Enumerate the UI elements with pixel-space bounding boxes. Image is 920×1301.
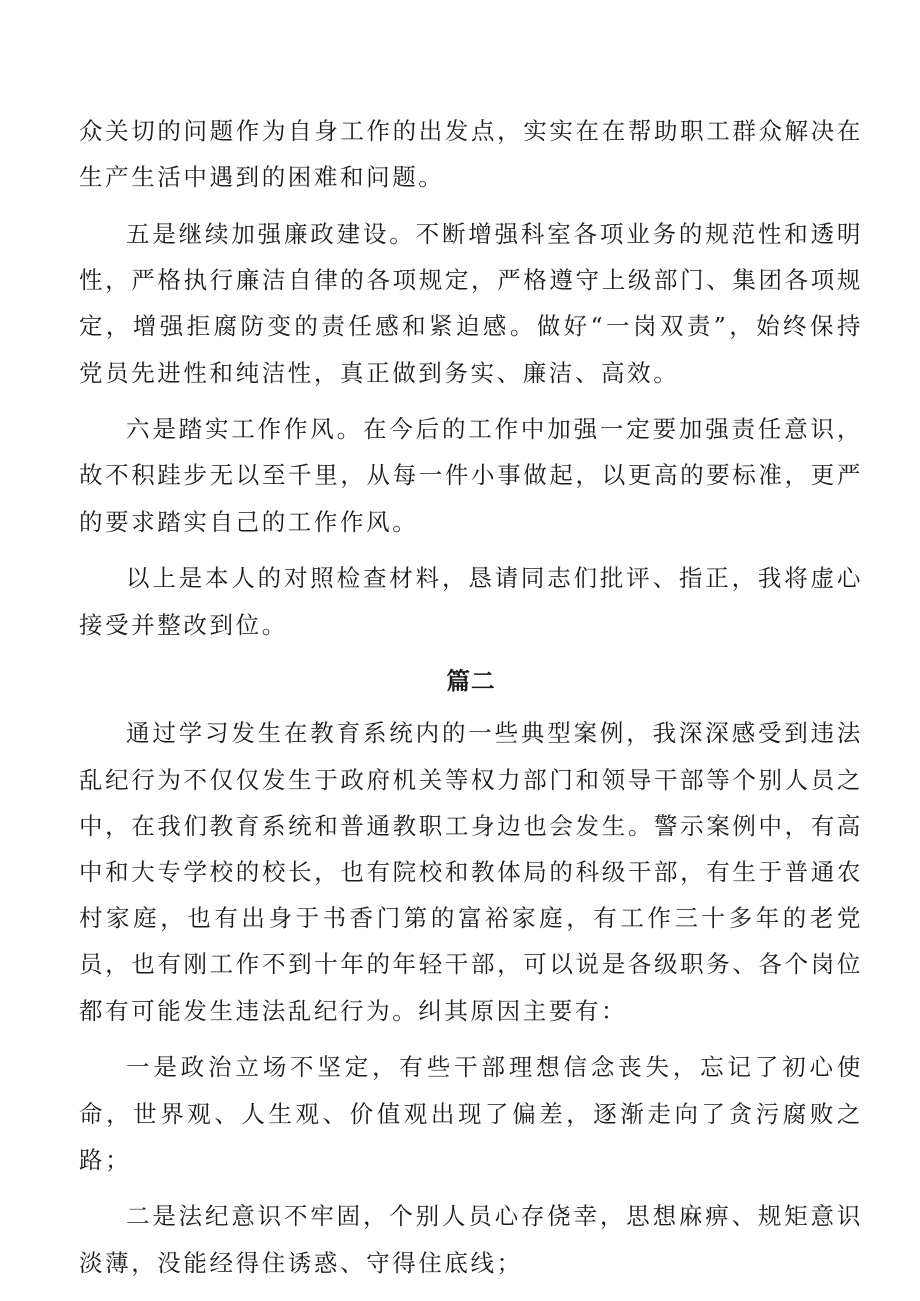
- paragraph-reason-one: 一是政治立场不坚定，有些干部理想信念丧失，忘记了初心使命，世界观、人生观、价值观出现了偏差，逐渐走向了贪污腐败之路；: [79, 1053, 863, 1174]
- section-title: 篇二: [446, 667, 496, 696]
- paragraph-item-five: 五是继续加强廉政建设。不断增强科室各项业务的规范性和透明性，严格执行廉洁自律的各项规定，严格遵守上级部门、集团各项规定，增强拒腐防变的责任感和紧迫感。做好“一岗双责”，始终保持党员先进性和纯洁性，真正做到务实、廉洁、高效。: [79, 219, 863, 387]
- paragraph-conclusion: 以上是本人的对照检查材料，恳请同志们批评、指正，我将虚心接受并整改到位。: [79, 564, 863, 639]
- paragraph-continuation: 众关切的问题作为自身工作的出发点，实实在在帮助职工群众解决在生产生活中遇到的困难和问题。: [79, 117, 863, 192]
- paragraph-item-six: 六是踏实工作作风。在今后的工作中加强一定要加强责任意识，故不积跬步无以至千里，从每一件小事做起，以更高的要标准，更严的要求踏实自己的工作作风。: [79, 415, 863, 536]
- paragraph-intro: 通过学习发生在教育系统内的一些典型案例，我深深感受到违法乱纪行为不仅仅发生于政府机关等权力部门和领导干部等个别人员之中，在我们教育系统和普通教职工身边也会发生。警示案例中，有高中和大专学校的校长，也有院校和教体局的科级干部，有生于普通农村家庭，也有出身于书香门第的富裕家庭，有工作三十多年的老党员，也有刚工作不到十年的年轻干部，可以说是各级职务、各个岗位都有可能发生违法乱纪行为。纠其原因主要有：: [79, 719, 863, 1025]
- paragraph-reason-two: 二是法纪意识不牢固，个别人员心存侥幸，思想麻痹、规矩意识淡薄，没能经得住诱惑、守得住底线；: [79, 1202, 863, 1277]
- document-body: [79, 108, 863, 1296]
